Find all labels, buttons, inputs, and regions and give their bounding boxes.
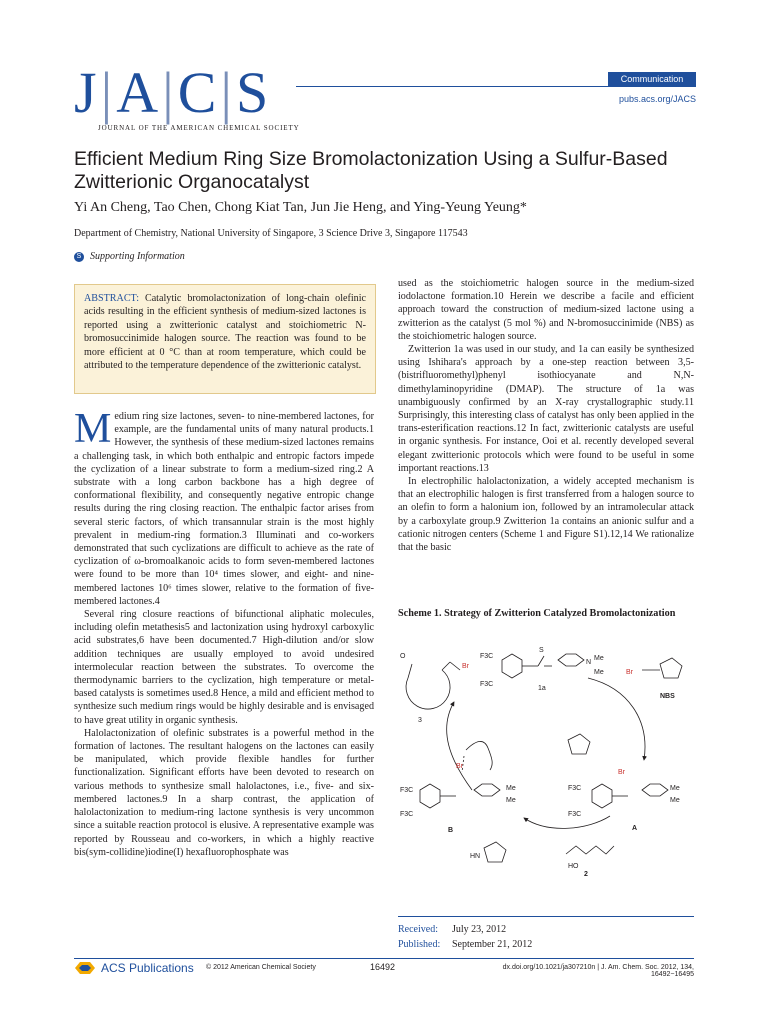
intermediate-B-label: B: [448, 827, 454, 834]
header-rule: [296, 86, 696, 87]
published-label: Published:: [398, 939, 441, 950]
atom-br-label: Br: [626, 669, 633, 676]
footer-rule: [74, 958, 694, 959]
methyl-label: Me: [670, 797, 680, 804]
scheme-title: Scheme 1. Strategy of Zwitterion Catalyzed Bromolactonization: [398, 608, 676, 619]
published-date: September 21, 2012: [452, 939, 533, 950]
succinimide-ring: [484, 842, 506, 862]
supporting-info-icon: S: [74, 252, 84, 262]
olefinic-acid-chain: [566, 846, 614, 854]
arrow-B-to-3: [447, 702, 472, 790]
methyl-label: Me: [506, 797, 516, 804]
body-paragraph-2: Several ring closure reactions of bifunctional aliphatic molecules, including olefin metathesis5 and lactonization using hydroxyl carboxylic acid substrates,6 have been documented.7 High-dilution and/or slow addition techniques are usually employed to avoid undesired intermolecular reaction between the substrates. To overcome the thermodynamic barriers to the cyclization, high temperature or metal-based catalysts is sometimes used.8 Hence, a mild and efficient method to synthesize such medium rings would be highly desirable and is envisaged to have great utility in organic synthesis.: [74, 609, 374, 726]
publisher-name: ACS Publications: [101, 961, 194, 975]
compound-2-label: 2: [584, 871, 588, 878]
pyridinium-ring-A: [642, 784, 668, 796]
arrow-A-to-B: [524, 816, 610, 828]
left-column: [74, 406, 374, 859]
nbs-label: NBS: [660, 693, 675, 700]
atom-br-label: Br: [618, 769, 625, 776]
affiliation: Department of Chemistry, National University of Singapore, 3 Science Drive 3, Singapore 117543: [74, 228, 468, 239]
abstract-box: [74, 284, 376, 394]
article-title: Efficient Medium Ring Size Bromolactonization Using a Sulfur-Based Zwitterionic Organocatalyst: [74, 148, 668, 193]
lactone-ring: [406, 670, 450, 709]
cf3-label: F3C: [400, 811, 414, 818]
received-date: July 23, 2012: [452, 924, 507, 935]
right-column: [398, 277, 694, 554]
cf3-label: F3C: [480, 681, 494, 688]
compound-3-label: 3: [418, 717, 422, 724]
reaction-scheme-diagram: [398, 640, 694, 898]
received-label: Received:: [398, 924, 438, 935]
cf3-label: F3C: [400, 787, 414, 794]
atom-br-label: Br: [456, 763, 463, 770]
abstract-text: Catalytic bromolactonization of long-chain olefinic acids resulting in the efficient synthesis of medium-sized lactones is reported using a zwitterionic catalyst and stoichiometric N-bromosuccinimide halogen source. The reaction was found to be more efficient at 0 °C than at room temperature, which could be attributed to the temperature dependence of the zwitterionic catalyst.: [84, 293, 366, 372]
intro-paragraph-text: edium ring size lactones, seven- to nine-membered lactones, for example, are the fundamental units of many natural products.1 However, the synthesis of these medium-sized lactones remains a challenging task, in which both enthalpic and entropic factors impede the cyclization of a linear substrate to form a medium-sized ring.2 A substrate with a long carbon backbone has a high degree of conformational flexibility, and consequently negative entropic change results during the ring closing reaction. The enthalpic factor arises from several steric factors, of which transannular strain is the most highly prevalent in medium-ring formation.3 Illuminati and co-workers demonstrated that such cyclizations are difficult to achieve as the rate of cyclization of ω-bromoalkanoic acids to form seven-membered lactones were found to be more than 10⁴ times slower, and eight- and nine-membered lactones 10⁶ times slower, relative to the formation of five-membered lactones.4: [74, 411, 374, 607]
body-paragraph-4: used as the stoichiometric halogen source in the medium-sized iodolactone formation.10 Herein we describe a facile and efficient approach toward the construction of medium-sized lactone using a zwitterion as the catalyst (5 mol %) and N-bromosuccinimide (NBS) as the stoichiometric halogen source.: [398, 278, 694, 342]
cf3-label: F3C: [568, 811, 582, 818]
journal-logo: J|A|C|S: [74, 60, 271, 125]
journal-subtitle: JOURNAL OF THE AMERICAN CHEMICAL SOCIETY: [98, 124, 300, 132]
article-type-badge: Communication: [608, 72, 696, 86]
acs-hexagon-icon: [74, 960, 96, 976]
abstract-label: ABSTRACT:: [84, 293, 140, 304]
cf3-label: F3C: [568, 785, 582, 792]
aryl-ring-1a: [502, 654, 522, 678]
intermediate-A-label: A: [632, 825, 638, 832]
atom-o-label: O: [400, 653, 406, 660]
body-paragraph-6: In electrophilic halolactonization, a widely accepted mechanism is that an electrophilic halogen is first transferred from a halogen source to an olefin to form a halonium ion, followed by an intramolecular attack by a carboxylate group.9 Zwitterion 1a contains an anionic sulfur and a cationic nitrogen centers (Scheme 1 and Figure S1).12,14 We rationalize that the basic: [398, 476, 694, 554]
succinimide-anion-ring: [568, 734, 590, 754]
drop-cap: M: [74, 406, 112, 452]
pyridinium-ring-1a: [558, 654, 584, 666]
compound-1a-label: 1a: [538, 685, 546, 692]
nbs-ring: [660, 658, 682, 678]
arrow-1a-to-A: [588, 678, 645, 760]
page-number: 16492: [370, 962, 396, 972]
body-paragraph-3: Halolactonization of olefinic substrates is a powerful method in the formation of lactones. The resultant halogens on the lactones can easily be manipulated, which provide flexible handles for further functionalization. Significant efforts have been devoted to research on various methods to synthesize small halolactones, i.e., five- and six-membered lactones.9 In a sharp contrast, the application of halolactonization to medium-ring lactone synthesis is very uncommon since a suitable reaction protocol is elusive. A representative example was reported by Rousseau and co-workers, in which a highly reactive bis(sym-collidine)iodine(I) hexafluorophosphate was: [74, 727, 374, 858]
aryl-ring-B: [420, 784, 440, 808]
cf3-label: F3C: [480, 653, 494, 660]
body-paragraph-5: Zwitterion 1a was used in our study, and 1a can easily be synthesized using Ishihara's approach by a one-step reaction between 3,5-(bistrifluoromethyl)phenyl isothiocyanate and N,N-dimethylaminopyridine (DMAP). The structure of 1a was unambiguously confirmed by an X-ray crystallographic study.11 Surprisingly, this interesting class of catalyst has only been applied in the trans-esterification reactions.12 In fact, zwitterionic catalysts are useful in organic synthesis. For instance, Ooi et al. recently developed several elegant zwitterionic protocols which were found to be useful in some important reactions.13: [398, 344, 694, 474]
journal-url-link[interactable]: pubs.acs.org/JACS: [618, 94, 696, 104]
supporting-info-label: Supporting Information: [90, 251, 185, 262]
aryl-ring-A: [592, 784, 612, 808]
atom-br-label: Br: [462, 663, 469, 670]
article-dates: [398, 922, 532, 952]
scheme-figure: [398, 640, 694, 898]
atom-s-label: S: [539, 647, 544, 654]
intro-paragraph: [74, 406, 374, 608]
methyl-label: Me: [670, 785, 680, 792]
author-list: Yi An Cheng, Tao Chen, Chong Kiat Tan, Jun Jie Heng, and Ying-Yeung Yeung*: [74, 200, 527, 215]
methyl-label: Me: [594, 655, 604, 662]
supporting-info-link[interactable]: [74, 251, 185, 262]
pyridinium-ring-B: [474, 784, 500, 796]
doi-citation[interactable]: dx.doi.org/10.1021/ja307210n | J. Am. Chem. Soc. 2012, 134, 16492−16495: [502, 964, 694, 978]
publisher-logo: [74, 960, 194, 976]
dates-rule: [398, 916, 694, 917]
atom-n-label: N: [586, 659, 592, 666]
methyl-label: Me: [506, 785, 516, 792]
atom-ho-label: HO: [568, 863, 579, 870]
copyright: © 2012 American Chemical Society: [206, 964, 316, 971]
olefin-chain-B: [466, 741, 492, 770]
methyl-label: Me: [594, 669, 604, 676]
atom-hn-label: HN: [470, 853, 481, 860]
